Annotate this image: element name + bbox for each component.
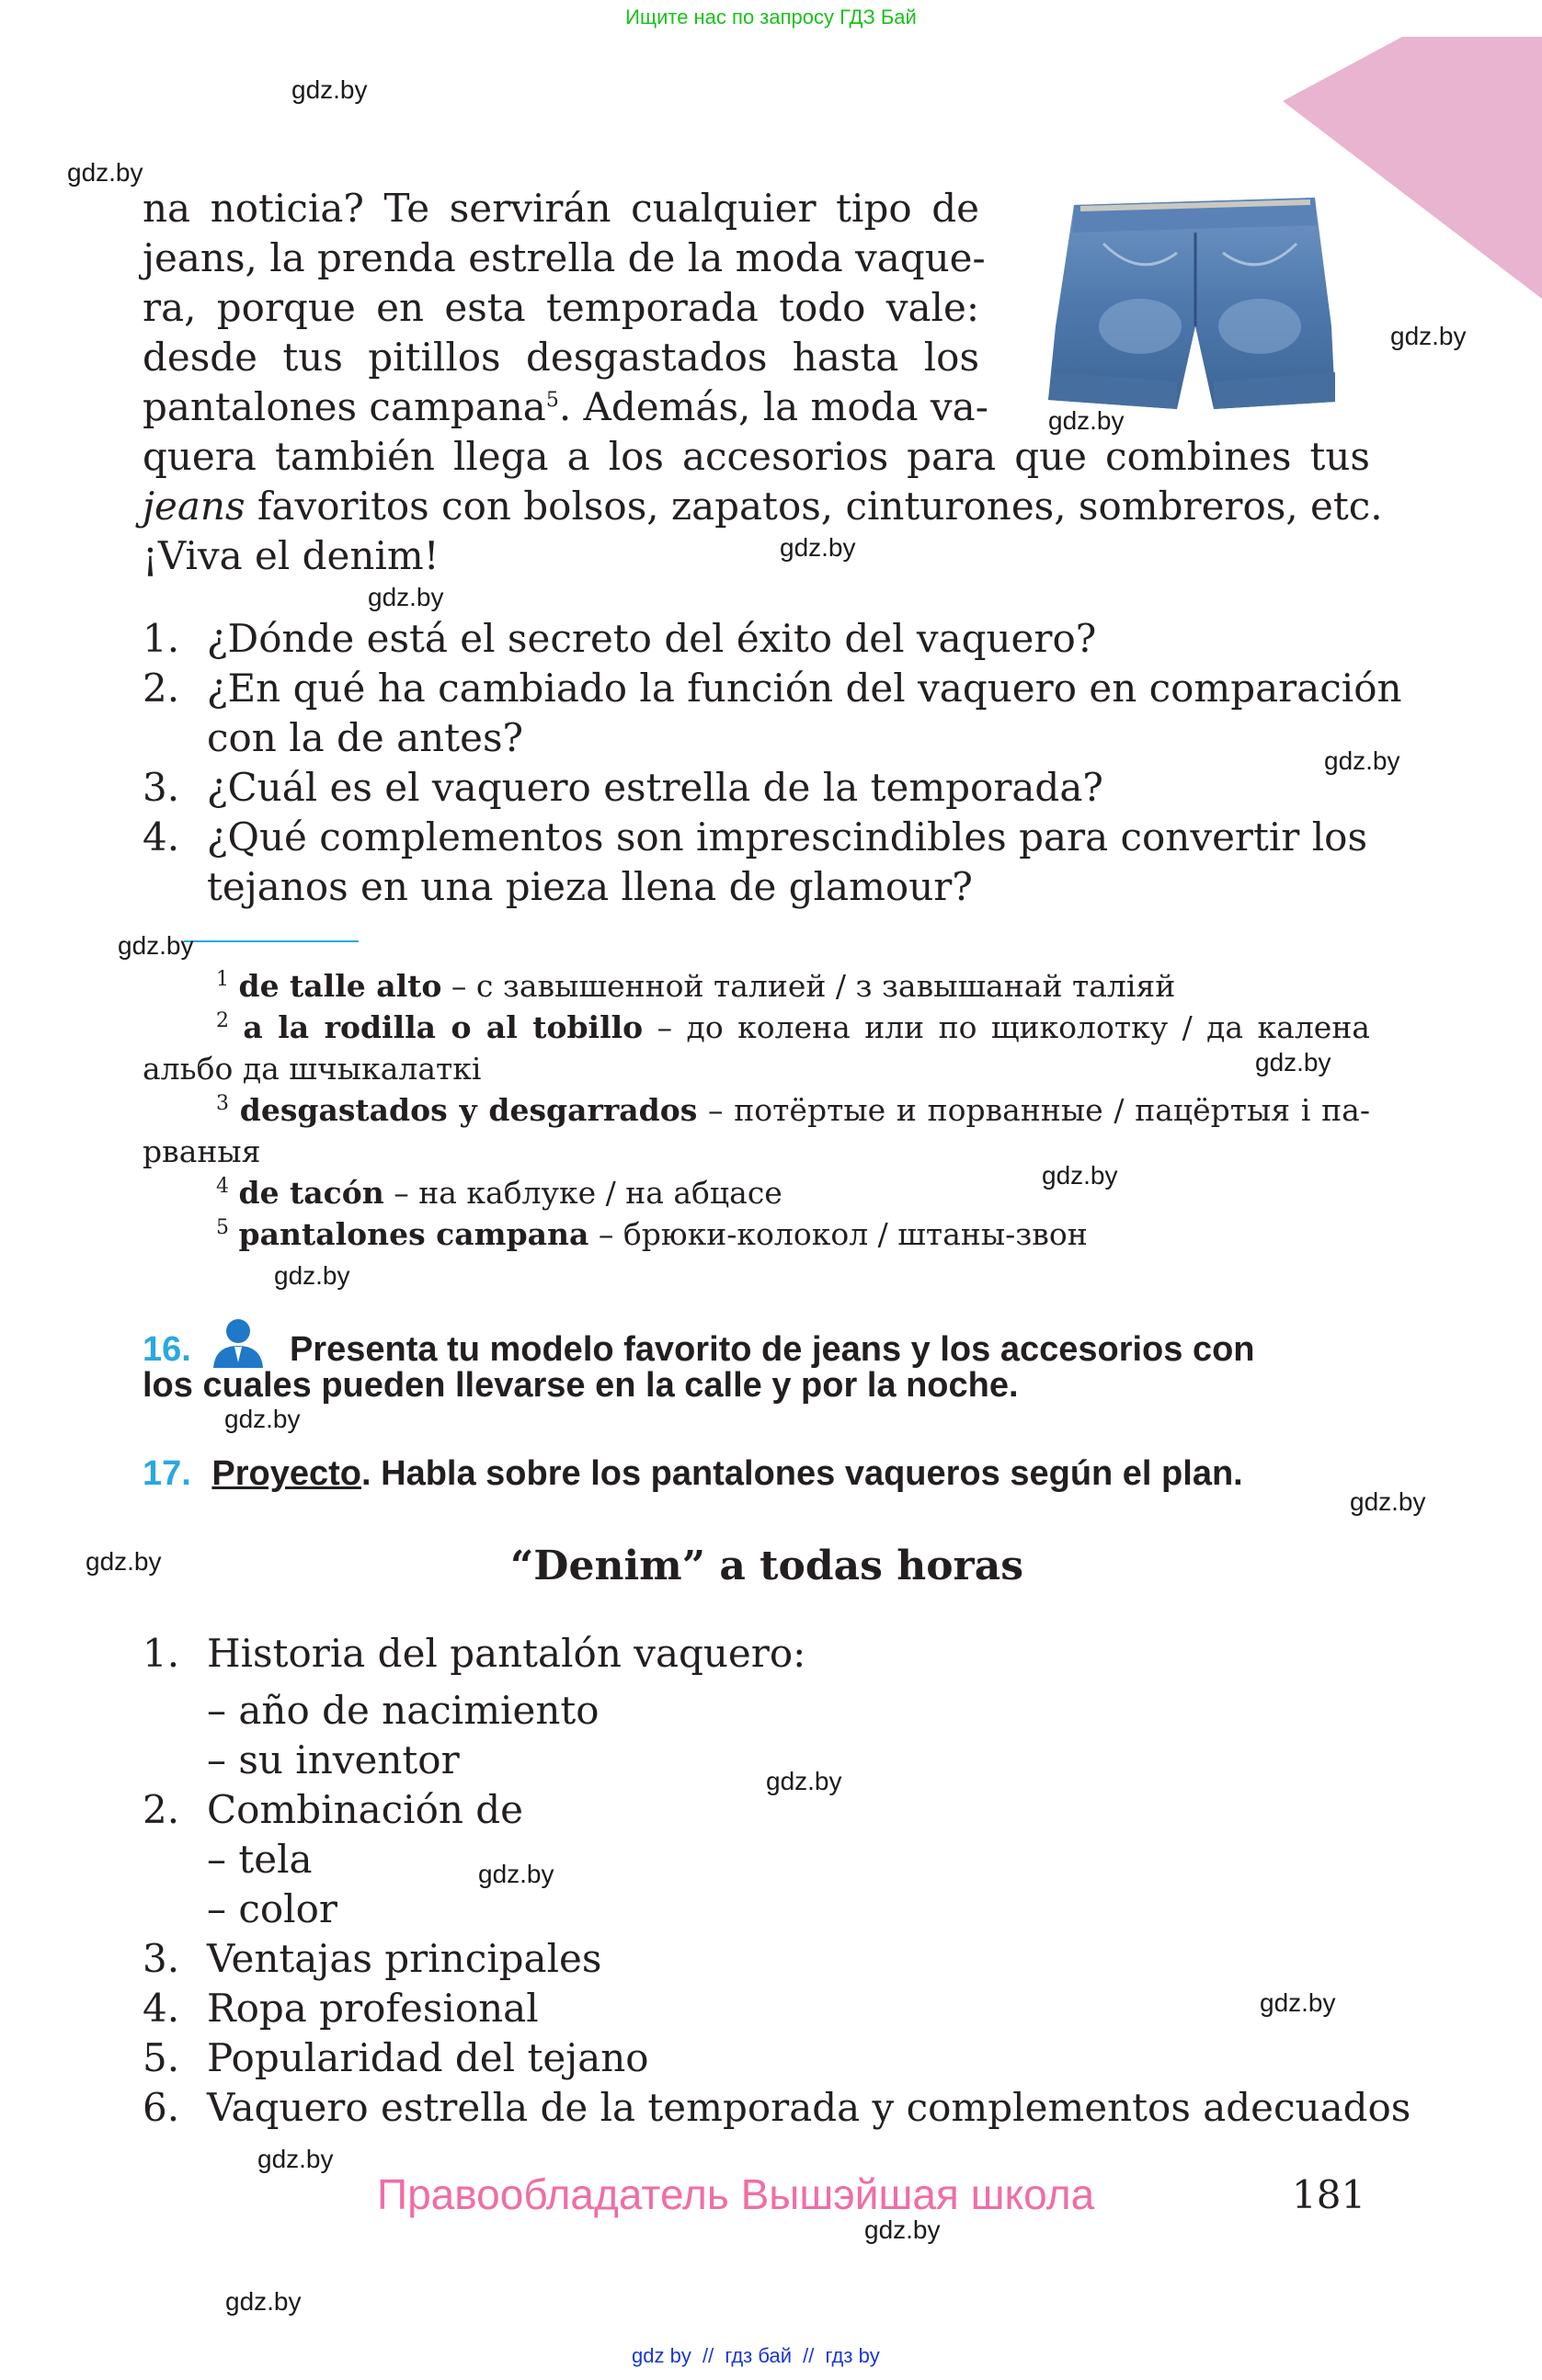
text-fragment: pantalones campana — [143, 384, 546, 429]
top-banner[interactable]: Ищите нас по запросу ГДЗ Бай — [625, 6, 917, 28]
plan-item: 2. Combinación de — [143, 1787, 524, 1832]
footnote-continuation: рваныя — [143, 1133, 261, 1169]
text-line — [143, 382, 988, 432]
task-16 — [143, 1316, 1375, 1418]
watermark: gdz.by — [257, 2145, 334, 2173]
italic-word: jeans — [143, 484, 246, 529]
watermark: gdz.by — [118, 931, 194, 960]
watermark: gdz.by — [780, 533, 856, 562]
task-line: los cuales pueden llevarse en la calle y por la noche. — [143, 1366, 1019, 1405]
text-line: na noticia? Te servirán cualquier tipo de — [143, 186, 979, 231]
watermark: gdz.by — [478, 1860, 554, 1888]
text-line: ra, porque en esta temporada todo vale: — [143, 285, 979, 330]
footnote-marker: 5 — [545, 389, 559, 412]
question-item: 3. ¿Cuál es el vaquero estrella de la temporada? — [143, 765, 1103, 810]
project-link[interactable]: Proyecto — [211, 1454, 362, 1493]
plan-subitem: – color — [207, 1886, 337, 1931]
plan-item: 3. Ventajas principales — [143, 1936, 602, 1981]
question-continuation: tejanos en una pieza llena de glamour? — [207, 864, 973, 909]
text-fragment: . Además, la moda va- — [558, 384, 988, 429]
plan-item: 4. Ropa profesional — [143, 1986, 539, 2031]
watermark: gdz.by — [1260, 1988, 1336, 2017]
watermark: gdz.by — [368, 583, 444, 611]
task-17 — [143, 1451, 1375, 1497]
question-item: 1. ¿Dónde está el secreto del éxito del vaquero? — [143, 616, 1097, 661]
person-icon — [210, 1316, 267, 1368]
footnote: $^4$ de tacón – на каблуке / на абцасе — [216, 1175, 782, 1211]
footnote-divider — [184, 940, 359, 942]
watermark: gdz.by — [1042, 1161, 1118, 1190]
task-number: 17. — [143, 1454, 191, 1493]
footer-separator: // — [803, 2344, 815, 2367]
footnotes — [143, 965, 1370, 1269]
footnote-continuation: альбо да шчыкалаткі — [143, 1051, 482, 1087]
text-fragment: favoritos con bolsos, zapatos, cinturones, sombreros, etc. — [245, 484, 1383, 529]
text-line — [143, 482, 1383, 531]
footnote: $^2$ a la rodilla o al tobillo – до колена или по щиколотку / да калена — [216, 1009, 1370, 1045]
footer-separator: // — [702, 2344, 714, 2367]
plan-list — [143, 1629, 1411, 2144]
task-text: . Habla sobre los pantalones vaqueros según el plan. — [361, 1454, 1243, 1493]
text-line: quera también llega a los accesorios para que combines tus — [143, 434, 1370, 479]
footnote: $^3$ desgastados y desgarrados – потёртые и порванные / пацёртыя і па- — [216, 1092, 1370, 1128]
plan-title: “Denim” a todas horas — [510, 1543, 1024, 1589]
watermark: gdz.by — [274, 1261, 350, 1290]
plan-item: 1. Historia del pantalón vaquero: — [143, 1631, 806, 1676]
question-list — [143, 614, 1402, 917]
plan-subitem: – tela — [207, 1837, 313, 1882]
watermark: gdz.by — [67, 158, 143, 187]
watermark: gdz.by — [1390, 322, 1467, 350]
text-line: desde tus pitillos desgastados hasta los — [143, 335, 979, 380]
footer-link[interactable]: гдз by — [825, 2344, 880, 2367]
footer-link[interactable]: гдз бай — [725, 2344, 793, 2367]
bottom-links — [632, 2344, 880, 2368]
reading-paragraph — [143, 184, 1383, 588]
rights-holder: Правообладатель Вышэйшая школа — [377, 2170, 1095, 2218]
plan-item: 5. Popularidad del tejano — [143, 2035, 649, 2080]
question-continuation: con la de antes? — [207, 715, 524, 760]
text-line: ¡Viva el denim! — [143, 533, 440, 578]
footnote: $^5$ pantalones campana – брюки-колокол / штаны-звон — [216, 1216, 1088, 1252]
watermark: gdz.by — [86, 1547, 162, 1576]
task-text: Presenta tu modelo favorito de jeans y los accesorios con — [289, 1330, 1255, 1369]
task-line — [143, 1451, 1243, 1497]
question-item: 4. ¿Qué complementos son imprescindibles para convertir los — [143, 814, 1368, 860]
watermark: gdz.by — [1350, 1487, 1426, 1516]
watermark: gdz.by — [1255, 1048, 1331, 1076]
watermark: gdz.by — [1324, 746, 1400, 775]
plan-subitem: – año de nacimiento — [207, 1688, 600, 1733]
question-item: 2. ¿En qué ha cambiado la función del vaquero en comparación — [143, 666, 1402, 711]
watermark: gdz.by — [766, 1767, 842, 1795]
footer-link[interactable]: gdz by — [632, 2344, 691, 2367]
watermark: gdz.by — [225, 2287, 302, 2316]
footnote: $^1$ de talle alto – с завышенной талией / з завышанай таліяй — [216, 968, 1176, 1004]
watermark: gdz.by — [291, 75, 368, 104]
task-number: 16. — [143, 1330, 191, 1369]
page-number: 181 — [1292, 2172, 1366, 2217]
watermark: gdz.by — [864, 2215, 941, 2244]
plan-subitem: – su inventor — [207, 1737, 460, 1782]
watermark: gdz.by — [224, 1405, 301, 1433]
plan-item: 6. Vaquero estrella de la temporada y complementos adecuados — [143, 2085, 1411, 2130]
watermark: gdz.by — [1048, 406, 1125, 435]
text-line: jeans, la prenda estrella de la moda vaque- — [143, 235, 986, 280]
